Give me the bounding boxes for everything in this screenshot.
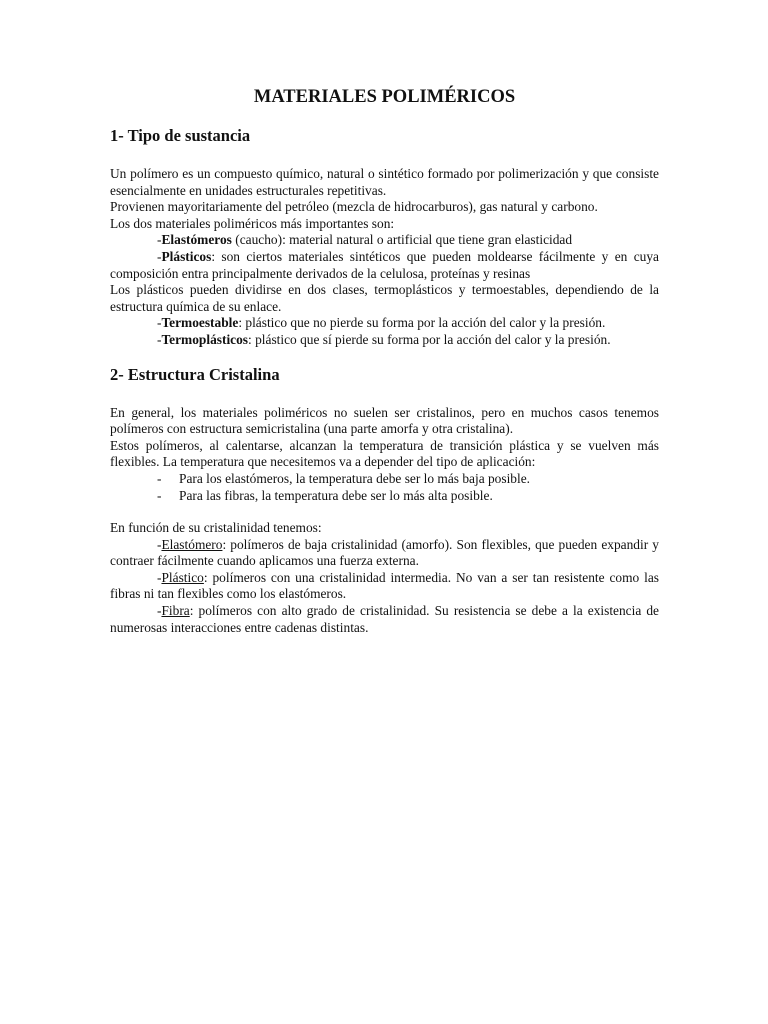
list-item: - Para las fibras, la temperatura debe ser lo más alta posible. [157, 487, 493, 503]
term-elastomero: Elastómero [161, 536, 223, 552]
s1-item-elastomeros: -Elastómeros (caucho): material natural o artificial que tiene gran elasticidad [157, 232, 573, 248]
s2-paragraph-3: En función de su cristalinidad tenemos: [110, 520, 322, 536]
s2-paragraph-1: En general, los materiales poliméricos no suelen ser cristalinos, pero en muchos casos tenemos polímeros con estructura semicristalina (una parte amorfa y otra cristalina). [110, 404, 659, 437]
s1-paragraph-3: Los dos materiales poliméricos más importantes son: [110, 215, 395, 231]
term-fibra: Fibra [161, 603, 190, 619]
term-plastico: Plástico [161, 569, 204, 585]
term-elastomeros: Elastómeros [161, 232, 232, 248]
document-title: MATERIALES POLIMÉRICOS [253, 87, 516, 107]
s1-item-plasticos: -Plásticos: son ciertos materiales sintéticos que pueden moldearse fácilmente y en cuya composición entra principalmente derivados de la celulosa, proteínas y resinas [110, 248, 659, 281]
term-termoplasticos: Termoplásticos [161, 331, 249, 347]
s2-item-fibra: -Fibra: polímeros con alto grado de cristalinidad. Su resistencia se debe a la existencia de numerosas interacciones entre cadenas distintas. [110, 603, 659, 635]
list-item: - Para los elastómeros, la temperatura debe ser lo más baja posible. [157, 470, 531, 486]
s1-paragraph-4: Los plásticos pueden dividirse en dos clases, termoplásticos y termoestables, dependiendo de la estructura química de su enlace. [110, 282, 659, 314]
s1-paragraph-2: Provienen mayoritariamente del petróleo (mezcla de hidrocarburos), gas natural y carbono. [110, 199, 598, 215]
temperature-list [110, 471, 659, 504]
s1-item-termoestable: -Termoestable: plástico que no pierde su forma por la acción del calor y la presión. [157, 315, 606, 331]
term-termoestable: Termoestable [161, 315, 239, 331]
s1-item-termoplasticos: -Termoplásticos: plástico que sí pierde su forma por la acción del calor y la presión. [157, 331, 611, 347]
s2-item-elastomero: -Elastómero: polímeros de baja cristalinidad (amorfo). Son flexibles, que pueden expandir y contraer fácilmente cuando aplicamos una fuerza externa. [110, 536, 659, 569]
section-2-heading: 2- Estructura Cristalina [110, 364, 280, 384]
s1-paragraph-1: Un polímero es un compuesto químico, natural o sintético formado por polimerización y que consiste esencialmente en unidades estructurales repetitivas. [110, 166, 659, 198]
s2-item-plastico: -Plástico: polímeros con una cristalinidad intermedia. No van a ser tan resistente como las fibras ni tan flexibles como los elastómeros. [110, 569, 659, 602]
section-1-heading: 1- Tipo de sustancia [110, 126, 251, 145]
term-plasticos: Plásticos [161, 248, 212, 264]
s2-paragraph-2: Estos polímeros, al calentarse, alcanzan la temperatura de transición plástica y se vuelven más flexibles. La temperatura que necesitemos va a depender del tipo de aplicación: [110, 437, 659, 470]
document-body [110, 86, 659, 636]
